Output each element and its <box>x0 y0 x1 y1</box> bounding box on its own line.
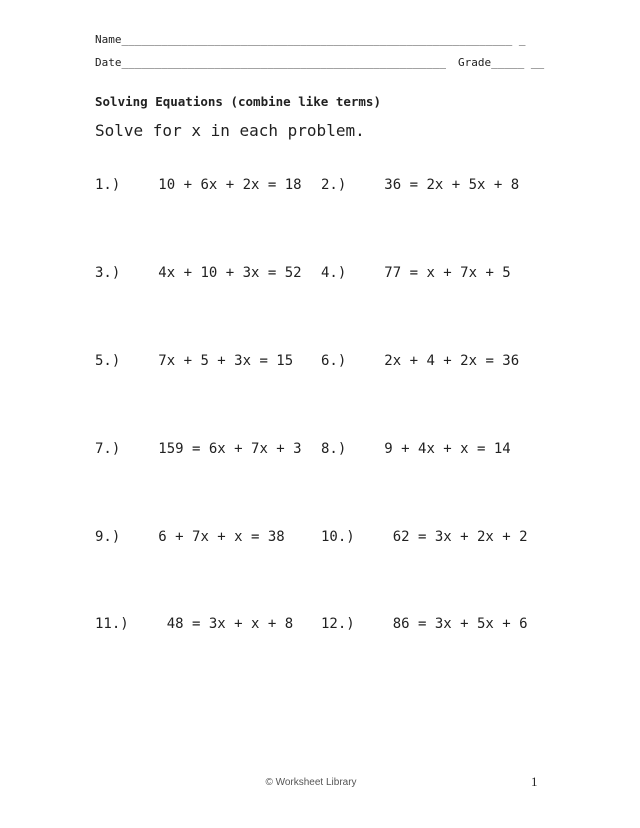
footer-copyright: © Worksheet Library <box>265 777 357 788</box>
problem-9 <box>95 530 321 545</box>
problem-2 <box>321 178 519 193</box>
problem-equation: 36 = 2x + 5x + 8 <box>384 177 520 193</box>
problem-equation: 4x + 10 + 3x = 52 <box>158 265 302 281</box>
name-label: Name <box>95 33 122 46</box>
problem-number: 10.) <box>321 529 355 545</box>
problem-equation: 77 = x + 7x + 5 <box>384 265 511 281</box>
problem-number: 9.) <box>95 529 121 545</box>
grade-blank-line: _____ __ <box>491 56 545 69</box>
problem-equation: 2x + 4 + 2x = 36 <box>384 353 520 369</box>
problem-number: 6.) <box>321 353 347 369</box>
date-blank-line: _________________________________________________ <box>121 56 447 69</box>
page-number: 1 <box>531 774 538 789</box>
problem-8 <box>321 442 511 457</box>
name-blank-line: ___________________________________________________________ _ <box>121 33 526 46</box>
problem-11 <box>95 617 321 632</box>
problem-row-4 <box>95 442 511 457</box>
problem-equation: 86 = 3x + 5x + 6 <box>392 616 528 632</box>
problem-number: 8.) <box>321 441 347 457</box>
problem-equation: 7x + 5 + 3x = 15 <box>158 353 294 369</box>
problem-equation: 62 = 3x + 2x + 2 <box>392 529 528 545</box>
problem-row-2 <box>95 266 511 281</box>
problem-row-3 <box>95 354 519 369</box>
problem-3 <box>95 266 321 281</box>
date-label: Date <box>95 56 122 69</box>
problem-4 <box>321 266 511 281</box>
problem-number: 1.) <box>95 177 121 193</box>
problem-equation: 159 = 6x + 7x + 3 <box>158 441 302 457</box>
problem-10 <box>321 530 528 545</box>
name-field-row <box>95 34 525 46</box>
problem-number: 12.) <box>321 616 355 632</box>
problem-number: 11.) <box>95 616 129 632</box>
problem-6 <box>321 354 519 369</box>
problem-row-5 <box>95 530 528 545</box>
problem-12 <box>321 617 528 632</box>
grade-label: Grade <box>458 56 492 69</box>
problem-number: 3.) <box>95 265 121 281</box>
problem-number: 4.) <box>321 265 347 281</box>
problem-equation: 9 + 4x + x = 14 <box>384 441 511 457</box>
problem-1 <box>95 178 321 193</box>
problem-equation: 48 = 3x + x + 8 <box>166 616 294 632</box>
problem-number: 2.) <box>321 177 347 193</box>
worksheet-title: Solving Equations (combine like terms) <box>95 94 381 109</box>
problem-number: 7.) <box>95 441 121 457</box>
problem-7 <box>95 442 321 457</box>
worksheet-instructions: Solve for x in each problem. <box>95 121 365 140</box>
grade-field-row <box>458 57 544 69</box>
problem-number: 5.) <box>95 353 121 369</box>
problem-5 <box>95 354 321 369</box>
problem-row-1 <box>95 178 519 193</box>
date-field-row <box>95 57 446 69</box>
problem-equation: 6 + 7x + x = 38 <box>158 529 285 545</box>
problem-row-6 <box>95 617 528 632</box>
problem-equation: 10 + 6x + 2x = 18 <box>158 177 302 193</box>
